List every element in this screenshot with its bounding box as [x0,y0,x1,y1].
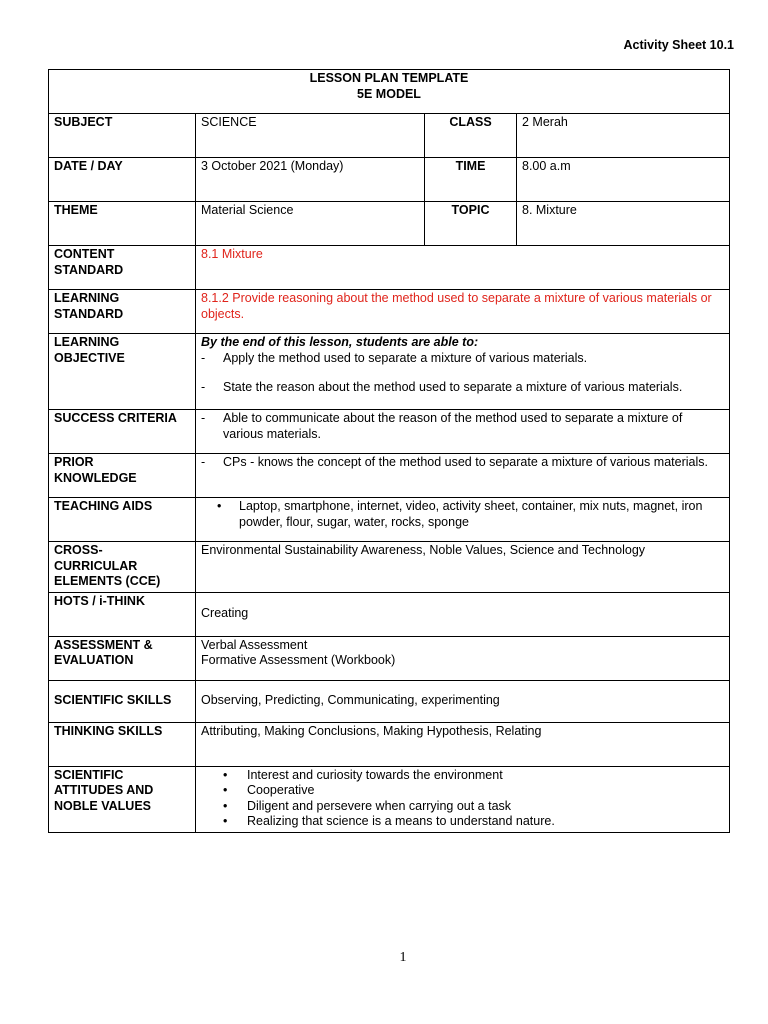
date-value: 3 October 2021 (Monday) [196,158,425,202]
prior-knowledge-text: CPs - knows the concept of the method used to separate a mixture of various materials. [223,455,708,469]
dash-marker: - [201,455,206,469]
time-label: TIME [425,158,517,202]
title-line-1: LESSON PLAN TEMPLATE [309,71,469,85]
theme-value: Material Science [196,202,425,246]
attitudes-label-line-1: SCIENTIFIC [54,767,124,782]
assessment-label-line-1: ASSESSMENT & [54,637,153,652]
prior-knowledge-label [49,454,196,498]
bullet-marker: • [223,767,228,782]
cce-row [49,542,730,593]
content-standard-label-line-1: CONTENT [54,247,115,261]
attitude-text: Realizing that science is a means to understand nature. [247,814,555,828]
success-criteria-row [49,410,730,454]
objective-item [201,351,724,367]
cce-label [49,542,196,593]
bullet-marker: • [217,499,222,513]
scientific-skills-row [49,680,730,722]
hots-value: Creating [196,592,730,636]
lesson-plan-table [48,69,730,833]
list-item [223,768,724,784]
assessment-label-line-2: EVALUATION [54,653,134,667]
table-title [49,70,730,114]
teaching-aids-row [49,498,730,542]
learning-standard-label-line-2: STANDARD [54,306,124,321]
bullet-marker: • [223,798,228,813]
dash-marker: - [201,350,206,365]
cce-value: Environmental Sustainability Awareness, Noble Values, Science and Technology [196,542,730,593]
header-row [49,70,730,114]
subject-row [49,114,730,158]
thinking-skills-label: THINKING SKILLS [49,722,196,766]
attitudes-label-line-2: ATTITUDES AND [54,783,154,797]
assessment-value [196,636,730,680]
topic-label: TOPIC [425,202,517,246]
assessment-label [49,636,196,680]
attitudes-value [196,766,730,832]
learning-objective-label [49,334,196,410]
attitude-text: Cooperative [247,783,315,797]
content-standard-label [49,246,196,290]
teaching-aids-label: TEACHING AIDS [49,498,196,542]
objective-item-text: State the reason about the method used to separate a mixture of various materials. [223,380,683,394]
objective-intro: By the end of this lesson, students are able to: [201,335,479,349]
cce-label-line-2: CURRICULAR [54,558,138,573]
thinking-skills-value: Attributing, Making Conclusions, Making Hypothesis, Relating [196,722,730,766]
content-standard-value: 8.1 Mixture [196,246,730,290]
attitudes-label [49,766,196,832]
dash-marker: - [201,411,206,425]
scientific-skills-value: Observing, Predicting, Communicating, experimenting [196,680,730,722]
topic-value: 8. Mixture [517,202,730,246]
learning-standard-label-line-1: LEARNING [54,291,120,305]
attitude-text: Interest and curiosity towards the environment [247,767,503,782]
bullet-marker: • [223,783,228,797]
attitude-text: Diligent and persevere when carrying out a task [247,798,512,813]
class-value: 2 Merah [517,114,730,158]
attitudes-row [49,766,730,832]
bullet-marker: • [223,814,228,828]
success-criteria-text: Able to communicate about the reason of the method used to separate a mixture of various materials. [223,411,683,441]
learning-standard-label [49,290,196,334]
date-row [49,158,730,202]
assessment-row [49,636,730,680]
assessment-value-line-2: Formative Assessment (Workbook) [201,653,396,667]
prior-knowledge-row [49,454,730,498]
assessment-value-line-1: Verbal Assessment [201,637,308,652]
learning-standard-row [49,290,730,334]
objective-item [201,380,724,396]
learning-standard-value: 8.1.2 Provide reasoning about the method used to separate a mixture of various materials or objects. [196,290,730,334]
objective-item-text: Apply the method used to separate a mixture of various materials. [223,350,588,365]
list-item [223,814,724,830]
theme-row [49,202,730,246]
scientific-skills-label: SCIENTIFIC SKILLS [49,680,196,722]
theme-label: THEME [49,202,196,246]
content-standard-label-line-2: STANDARD [54,262,124,277]
date-label: DATE / DAY [49,158,196,202]
class-label: CLASS [425,114,517,158]
activity-sheet-label: Activity Sheet 10.1 [623,38,734,52]
prior-knowledge-value [196,454,730,498]
subject-label: SUBJECT [49,114,196,158]
cce-label-line-3: ELEMENTS (CCE) [54,574,161,588]
hots-row [49,592,730,636]
learning-objective-value [196,334,730,410]
success-criteria-value [196,410,730,454]
learning-objective-label-line-1: LEARNING [54,335,120,349]
prior-knowledge-label-line-1: PRIOR [54,455,94,469]
success-criteria-label: SUCCESS CRITERIA [49,410,196,454]
prior-knowledge-label-line-2: KNOWLEDGE [54,470,137,485]
attitudes-label-line-3: NOBLE VALUES [54,798,151,813]
subject-value: SCIENCE [196,114,425,158]
page-number: 1 [399,950,407,965]
content-standard-row [49,246,730,290]
dash-marker: - [201,380,206,394]
hots-label: HOTS / i-THINK [49,592,196,636]
cce-label-line-1: CROSS- [54,543,103,557]
teaching-aids-text: Laptop, smartphone, internet, video, activity sheet, container, mix nuts, magnet, iron powder, flour, sugar, water, rocks, sponge [239,499,703,529]
title-line-2: 5E MODEL [357,86,421,101]
list-item [223,783,724,799]
time-value: 8.00 a.m [517,158,730,202]
list-item [223,799,724,815]
thinking-skills-row [49,722,730,766]
learning-objective-label-line-2: OBJECTIVE [54,350,125,365]
learning-objective-row [49,334,730,410]
teaching-aids-value [196,498,730,542]
